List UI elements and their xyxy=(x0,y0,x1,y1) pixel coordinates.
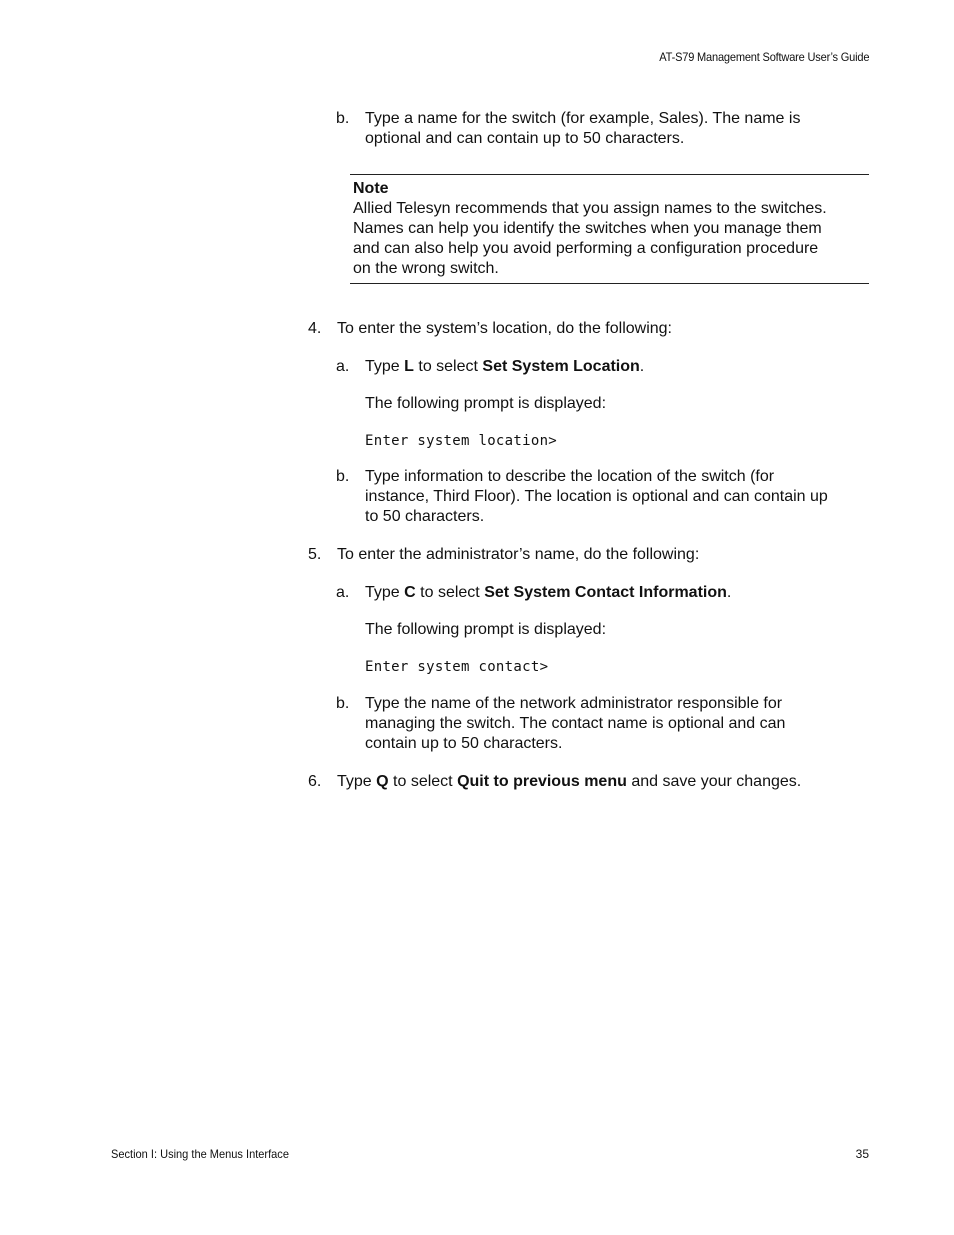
footer-section: Section I: Using the Menus Interface xyxy=(111,1147,289,1161)
step-4b-line-2: instance, Third Floor). The location is optional and can contain up xyxy=(365,488,828,505)
step-4a-option: Set System Location xyxy=(482,358,640,375)
step-6-prefix: Type xyxy=(337,773,377,790)
step-3b-line-1: Type a name for the switch (for example, Sales). The name is xyxy=(365,110,801,127)
note-box xyxy=(350,174,869,284)
step-3b-line-2: optional and can contain up to 50 characters. xyxy=(365,130,685,147)
running-header: AT-S79 Management Software User’s Guide xyxy=(658,50,869,64)
step-5b-line-3: contain up to 50 characters. xyxy=(365,735,563,752)
step-4a-prompt-intro: The following prompt is displayed: xyxy=(365,395,607,412)
step-4a-marker: a. xyxy=(336,358,350,375)
step-4-number: 4. xyxy=(308,320,322,337)
note-title: Note xyxy=(353,180,389,197)
step-4b-line-3: to 50 characters. xyxy=(365,508,485,525)
step-5-number: 5. xyxy=(308,546,322,563)
step-6-text xyxy=(337,772,801,792)
step-4b-text xyxy=(365,467,870,527)
step-5a-text xyxy=(365,583,731,603)
note-text xyxy=(353,199,868,279)
step-4a-text xyxy=(365,357,644,377)
note-line-2: Names can help you identify the switches when you manage them xyxy=(353,220,822,237)
step-5b-line-2: managing the switch. The contact name is optional and can xyxy=(365,715,786,732)
step-4a-prefix: Type xyxy=(365,358,405,375)
step-3b-marker: b. xyxy=(336,110,350,127)
step-5b-marker: b. xyxy=(336,695,350,712)
step-4a-prompt-code: Enter system location> xyxy=(365,433,558,449)
step-5a-key: C xyxy=(404,584,416,601)
step-4a-suffix: . xyxy=(639,358,645,375)
step-5-text: To enter the administrator’s name, do the following: xyxy=(337,546,700,563)
step-5a-prompt-intro: The following prompt is displayed: xyxy=(365,621,607,638)
footer-page-number: 35 xyxy=(855,1147,869,1161)
step-5b-line-1: Type the name of the network administrator responsible for xyxy=(365,695,783,712)
step-6-number: 6. xyxy=(308,773,322,790)
step-5a-option: Set System Contact Information xyxy=(484,584,727,601)
note-line-1: Allied Telesyn recommends that you assign names to the switches. xyxy=(353,200,827,217)
step-5b-text xyxy=(365,694,870,754)
step-4a-key: L xyxy=(404,358,414,375)
step-5a-middle: to select xyxy=(415,584,485,601)
step-5a-suffix: . xyxy=(726,584,732,601)
step-5a-prompt-code: Enter system contact> xyxy=(365,659,549,675)
step-4-text: To enter the system’s location, do the following: xyxy=(337,320,672,337)
step-4b-line-1: Type information to describe the location of the switch (for xyxy=(365,468,775,485)
step-6-suffix: and save your changes. xyxy=(626,773,802,790)
step-4a-middle: to select xyxy=(413,358,483,375)
step-6-middle: to select xyxy=(388,773,458,790)
note-line-3: and can also help you avoid performing a configuration procedure xyxy=(353,240,819,257)
step-6-option: Quit to previous menu xyxy=(457,773,627,790)
step-5a-prefix: Type xyxy=(365,584,405,601)
note-line-4: on the wrong switch. xyxy=(353,260,499,277)
step-3b-text xyxy=(365,109,870,149)
step-4b-marker: b. xyxy=(336,468,350,485)
step-6-key: Q xyxy=(376,773,389,790)
step-5a-marker: a. xyxy=(336,584,350,601)
